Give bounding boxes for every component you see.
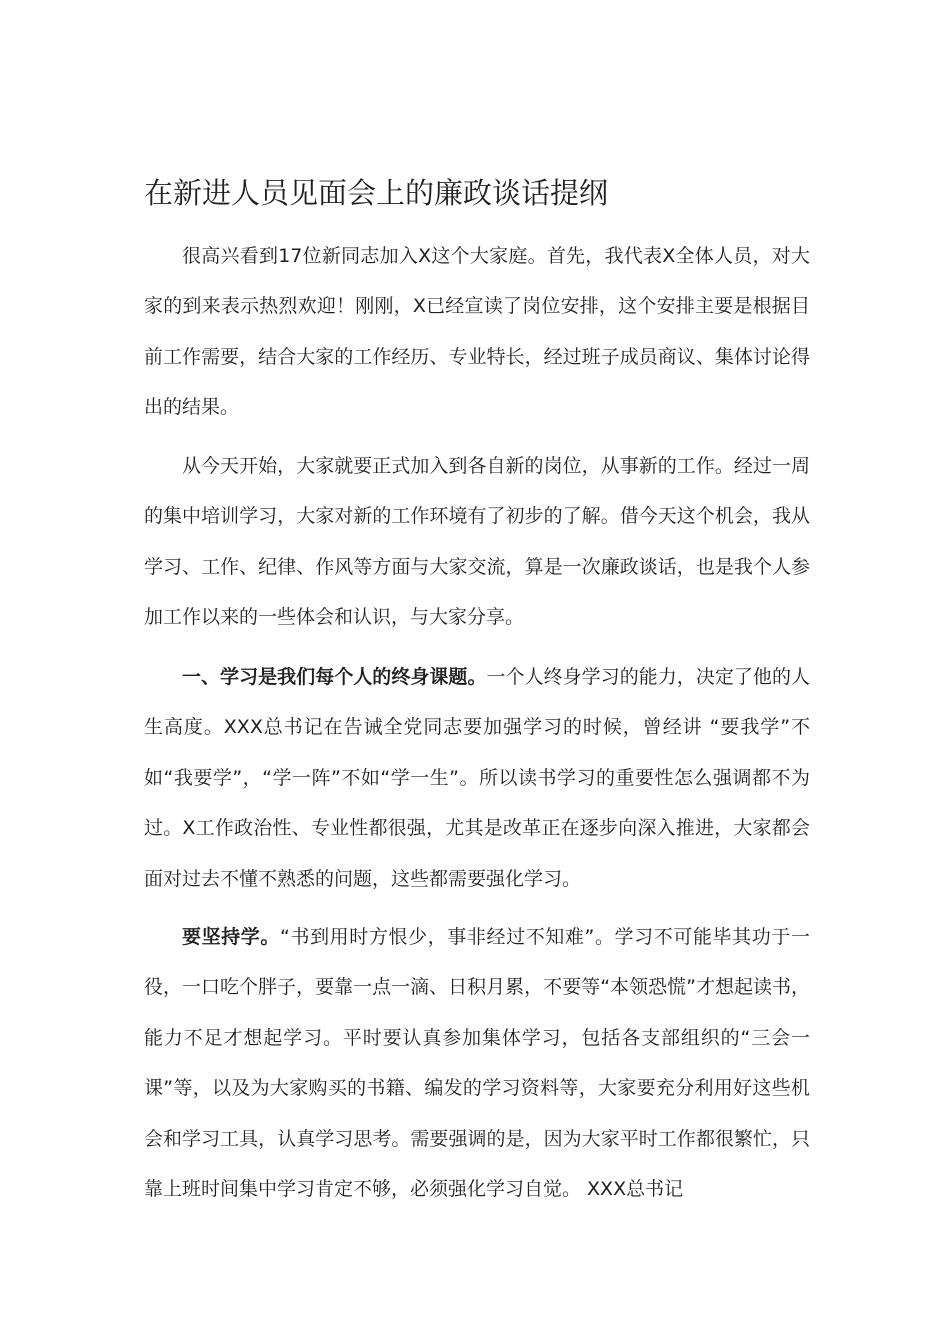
paragraph-heading-bold: 要坚持学。 [182,926,281,948]
paragraph-learning [144,652,810,904]
paragraph-text: 一个人终身学习的能力，决定了他的人生高度。XXX总书记在告诫全党同志要加强学习的时候，曾经讲 “要我学”不如“我要学”，“学一阵”不如“学一生”。所以读书学习的重要性怎么强调都不为过。X工作政治性、专业性都很强，尤其是改革正在逐步向深入推进，大家都会面对过去不懂不熟悉的问题，这些都需要强化学习。 [144,666,810,890]
paragraph-persist-learning [144,912,810,1214]
paragraph-welcome [144,231,810,433]
paragraph-text: 很高兴看到17位新同志加入X这个大家庭。首先，我代表X全体人员，对大家的到来表示热烈欢迎！刚刚，X已经宣读了岗位安排，这个安排主要是根据目前工作需要，结合大家的工作经历、专业特长，经过班子成员商议、集体讨论得出的结果。 [144,245,810,419]
paragraph-text: 从今天开始，大家就要正式加入到各自新的岗位，从事新的工作。经过一周的集中培训学习，大家对新的工作环境有了初步的了解。借今天这个机会，我从学习、工作、纪律、作风等方面与大家交流，算是一次廉政谈话，也是我个人参加工作以来的一些体会和认识，与大家分享。 [144,455,810,629]
paragraph-text: “书到用时方恨少，事非经过不知难”。学习不可能毕其功于一役，一口吃个胖子，要靠一点一滴、日积月累，不要等“本领恐慌”才想起读书，能力不足才想起学习。平时要认真参加集体学习，包括各支部组织的“三会一课”等，以及为大家购买的书籍、编发的学习资料等，大家要充分利用好这些机会和学习工具，认真学习思考。需要强调的是，因为大家平时工作都很繁忙，只靠上班时间集中学习肯定不够，必须强化学习自觉。 XXX总书记 [144,926,810,1201]
page-title: 在新进人员见面会上的廉政谈话提纲 [144,176,609,211]
paragraph-heading-bold: 一、学习是我们每个人的终身课题。 [182,666,487,688]
paragraph-intro [144,441,810,643]
